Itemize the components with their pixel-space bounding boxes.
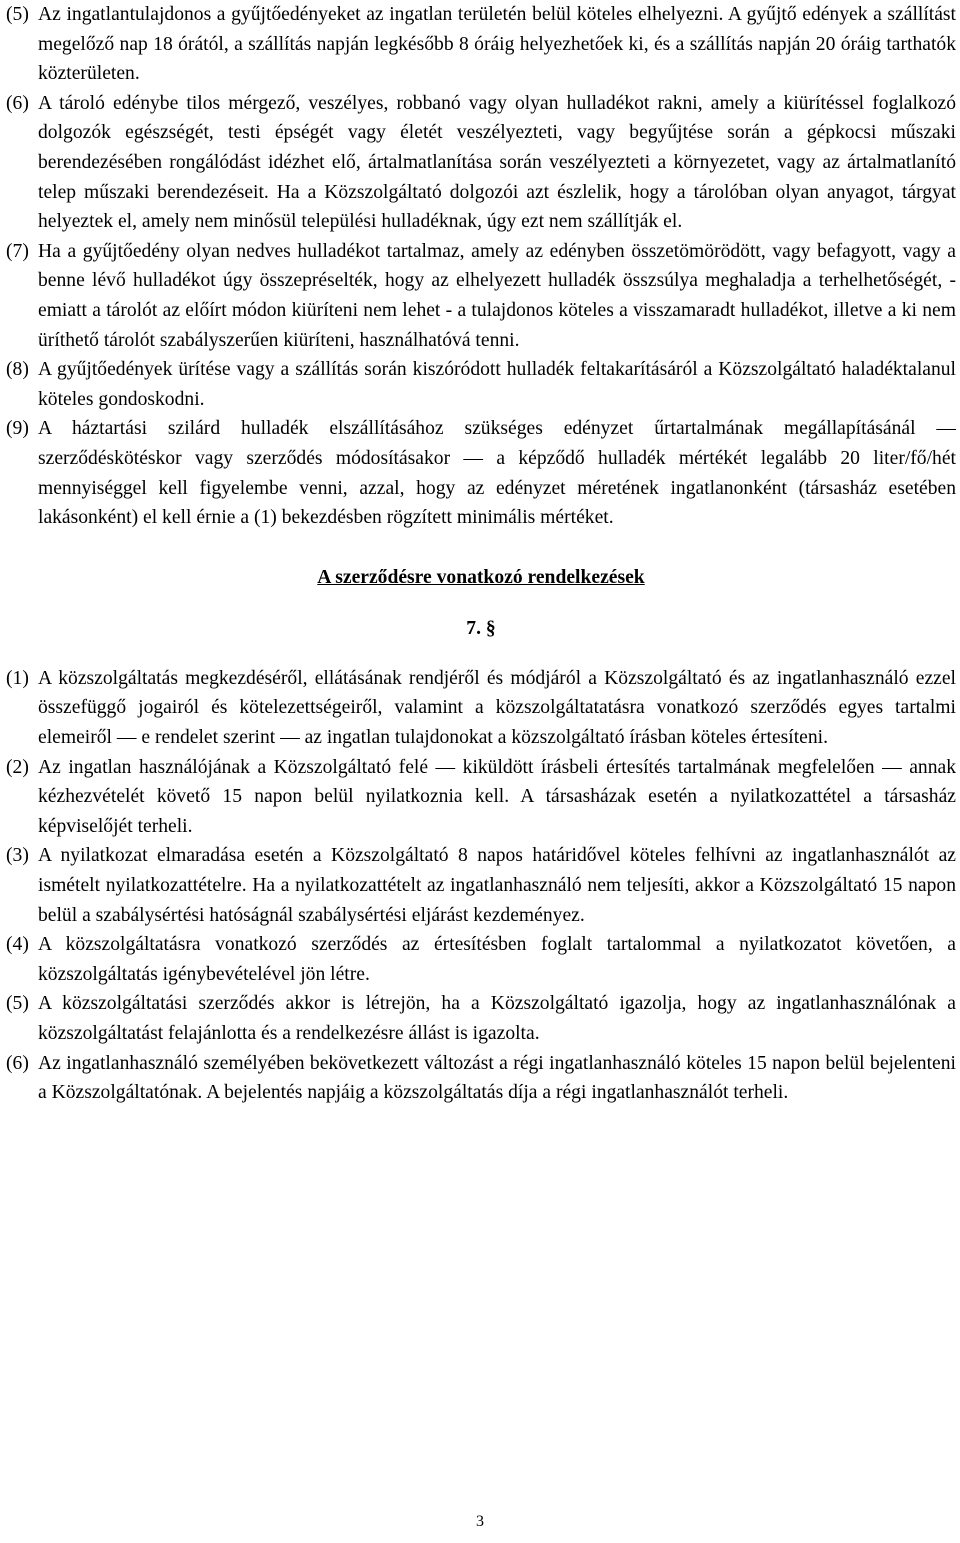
paragraph-number: (1)	[6, 667, 29, 689]
paragraph-number: (2)	[6, 756, 29, 778]
paragraph-number: (5)	[6, 993, 29, 1015]
paragraph-6b	[6, 1049, 956, 1108]
paragraph-3b	[6, 841, 956, 930]
paragraph-6a	[6, 89, 956, 237]
paragraph-text: Ha a gyűjtőedény olyan nedves hulladékot tartalmaz, amely az edényben összetömörödött, vagy befagyott, vagy a benne lévő hulladékot úgy összepréselték, hogy az elhelyezett hulladék összsúlya meghaladja a terhelhetőségét, - emiatt a tárolót az előírt módon kiüríteni nem lehet - a tulajdonos köteles a visszamaradt hulladékot, illetve a ki nem üríthető tárolót szabályszerűen kiüríteni, használhatóvá tenni.	[38, 240, 956, 351]
paragraph-2b	[6, 753, 956, 842]
paragraph-4b	[6, 930, 956, 989]
paragraph-text: A tároló edénybe tilos mérgező, veszélyes, robbanó vagy olyan hulladékot rakni, amely a kiürítéssel foglalkozó dolgozók egészségét, testi épségét vagy életét veszélyezteti, vagy begyűjtése során a gépkocsi műszaki berendezésében rongálódást idézhet elő, ártalmatlanítása során veszélyezteti a környezetet, vagy az ártalmatlanító telep műszaki berendezéseit. Ha a Közszolgáltató dolgozói azt észlelik, hogy a tárolóban olyan anyagot, tárgyat helyeztek el, amely nem minősül települési hulladéknak, úgy ezt nem szállítják el.	[38, 92, 956, 233]
section-number: 7. §	[466, 618, 496, 640]
paragraph-5a	[6, 0, 956, 89]
paragraph-text: A háztartási szilárd hulladék elszállításához szükséges edényzet űrtartalmának megállapításánál — szerződéskötéskor vagy szerződés módosításakor — a képződő hulladék mértékét legalább 20 liter/fő/hét mennyiséggel kell figyelembe venni, azzal, hogy az edényzet méretének ingatlanonként (társasház esetében lakásonként) el kell érnie a (1) bekezdésben rögzített minimális mértéket.	[38, 418, 956, 529]
paragraph-text: A nyilatkozat elmaradása esetén a Közszolgáltató 8 napos határidővel köteles felhívni az ingatlanhasználót az ismételt nyilatkozattételre. Ha a nyilatkozattételt az ingatlanhasználó nem teljesíti, akkor a Közszolgáltató 15 napon belül a szabálysértési hatóságnál szabálysértési eljárást kezdeményez.	[38, 845, 956, 926]
paragraph-number: (5)	[6, 4, 29, 25]
paragraph-8a	[6, 355, 956, 414]
paragraph-number: (4)	[6, 934, 29, 956]
section-title: A szerződésre vonatkozó rendelkezések	[317, 566, 645, 588]
paragraph-number: (7)	[6, 240, 29, 262]
paragraph-text: A közszolgáltatási szerződés akkor is létrejön, ha a Közszolgáltató igazolja, hogy az ingatlanhasználónak a közszolgáltatást felajánlotta és a rendelkezésre állást is igazolta.	[38, 993, 956, 1044]
paragraph-number: (6)	[6, 1052, 29, 1074]
paragraph-text: Az ingatlantulajdonos a gyűjtőedényeket az ingatlan területén belül köteles elhelyezni. A gyűjtő edények a szállítást megelőző nap 18 órától, a szállítás napján legkésőbb 8 óráig helyezhetőek ki, és a szállítás napján 20 óráig tarthatók közterületen.	[38, 4, 956, 85]
paragraph-number: (9)	[6, 418, 29, 440]
paragraph-text: Az ingatlan használójának a Közszolgáltató felé — kiküldött írásbeli értesítés tartalmának megfelelően — annak kézhezvételét követő 15 napon belül nyilatkoznia kell. A társasházak esetén a nyilatkozattétel a társasház képviselőjét terheli.	[38, 756, 956, 837]
paragraph-text: A gyűjtőedények ürítése vagy a szállítás során kiszóródott hulladék feltakarításáról a Közszolgáltató haladéktalanul köteles gondoskodni.	[38, 359, 956, 410]
page-number: 3	[476, 1513, 484, 1530]
paragraph-text: A közszolgáltatásra vonatkozó szerződés az értesítésben foglalt tartalommal a nyilatkozatot követően, a közszolgáltatás igénybevételével jön létre.	[38, 934, 956, 985]
page-content	[6, 0, 956, 1108]
paragraph-number: (3)	[6, 845, 29, 867]
paragraph-5b	[6, 989, 956, 1048]
paragraph-text: A közszolgáltatás megkezdéséről, ellátásának rendjéről és módjáról a Közszolgáltató és az ingatlanhasználó ezzel összefüggő jogairól és kötelezettségeiről, valamint a közszolgáltatatásra vonatkozó szerződés egyes tartalmi elemeiről — e rendelet szerint — az ingatlan tulajdonokat a közszolgáltató írásban köteles értesíteni.	[38, 667, 956, 749]
paragraph-text: Az ingatlanhasználó személyében bekövetkezett változást a régi ingatlanhasználó köteles 15 napon belül bejelenteni a Közszolgáltatónak. A bejelentés napjáig a közszolgáltatás díja a régi ingatlanhasználót terheli.	[38, 1052, 956, 1104]
paragraph-7a	[6, 237, 956, 355]
paragraph-1b	[6, 664, 956, 753]
paragraph-9a	[6, 414, 956, 532]
paragraph-number: (8)	[6, 359, 29, 381]
paragraph-number: (6)	[6, 92, 29, 114]
